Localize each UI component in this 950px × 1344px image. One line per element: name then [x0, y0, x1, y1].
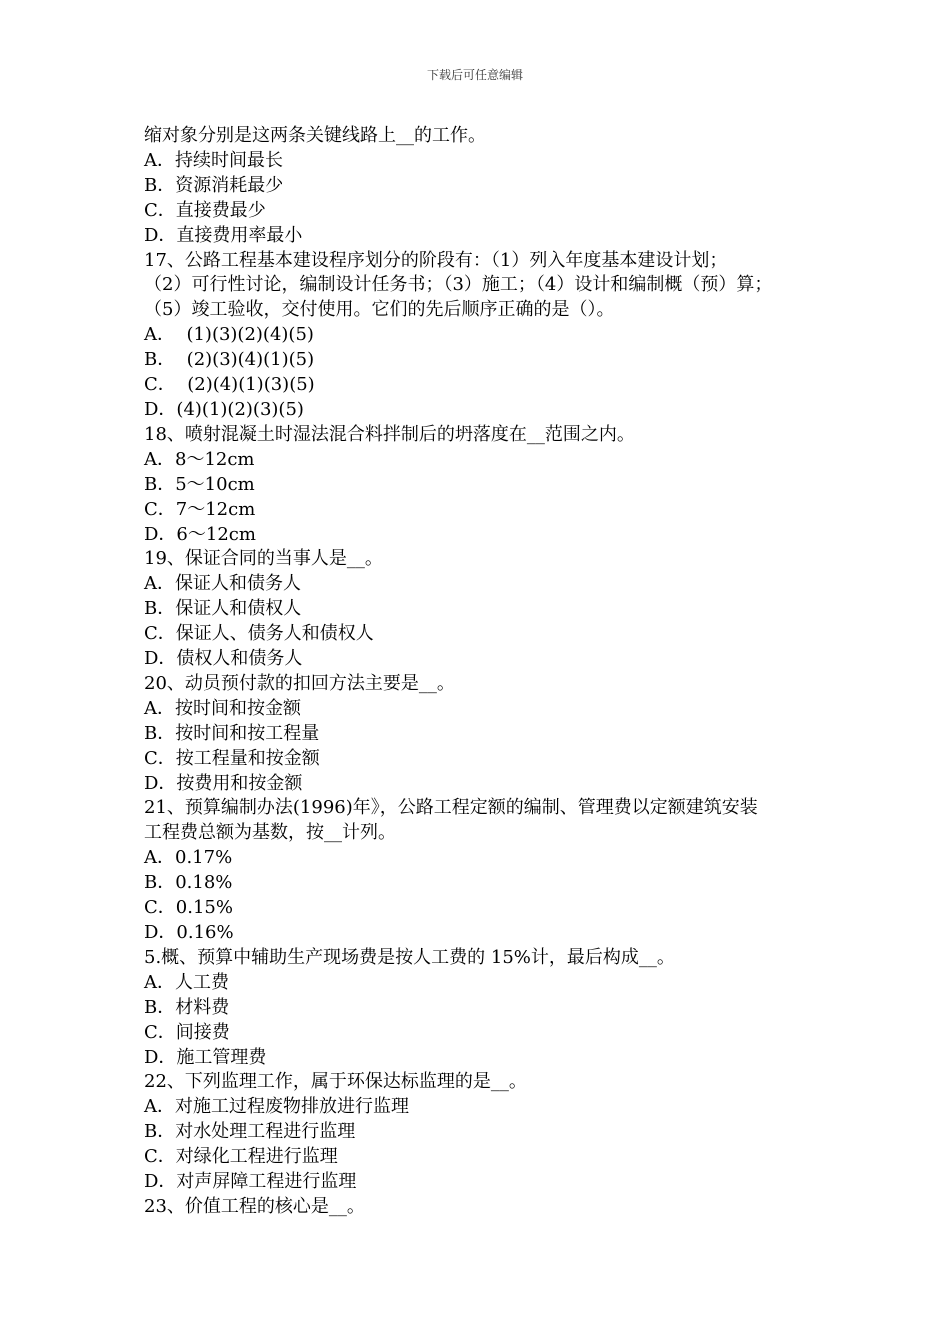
question-17: 17、公路工程基本建设程序划分的阶段有：（1）列入年度基本建设计划；: [144, 249, 728, 271]
answer-option: A．保证人和债务人: [144, 573, 301, 595]
answer-option: D．6～12cm: [144, 523, 256, 545]
answer-option: A．0.17%: [144, 847, 233, 869]
answer-option: C．0.15%: [144, 897, 233, 919]
answer-option: B．0.18%: [144, 872, 233, 894]
page-header: 下载后可任意编辑: [426, 68, 523, 82]
answer-option: D．施工管理费: [144, 1046, 267, 1068]
question-21-continued: 工程费总额为基数，按__计列。: [144, 822, 396, 844]
answer-option: A．持续时间最长: [144, 149, 283, 171]
answer-option: C． (2)(4)(1)(3)(5): [144, 374, 315, 396]
answer-option: A．对施工过程废物排放进行监理: [144, 1096, 409, 1118]
question-18: 18、喷射混凝土时湿法混合料拌制后的坍落度在__范围之内。: [144, 423, 635, 445]
answer-option: B． (2)(3)(4)(1)(5): [144, 349, 315, 371]
document-body: [144, 124, 824, 1220]
answer-option: C．直接费最少: [144, 199, 266, 221]
answer-option: D．对声屏障工程进行监理: [144, 1171, 357, 1193]
answer-option: D．直接费用率最小: [144, 224, 303, 246]
answer-option: A． (1)(3)(2)(4)(5): [144, 324, 314, 346]
question-17-continued: （5）竣工验收，交付使用。它们的先后顺序正确的是（）。: [144, 299, 615, 321]
answer-option: D．按费用和按金额: [144, 772, 303, 794]
question-23: 23、价值工程的核心是__。: [144, 1195, 365, 1217]
answer-option: C．按工程量和按金额: [144, 747, 320, 769]
answer-option: C．保证人、债务人和债权人: [144, 623, 374, 645]
answer-option: B．材料费: [144, 996, 230, 1018]
question-5: 5.概、预算中辅助生产现场费是按人工费的 15%计，最后构成__。: [144, 946, 675, 968]
answer-option: C．7～12cm: [144, 498, 256, 520]
answer-option: B．资源消耗最少: [144, 174, 284, 196]
answer-option: C．对绿化工程进行监理: [144, 1146, 338, 1168]
answer-option: B．对水处理工程进行监理: [144, 1121, 356, 1143]
answer-option: B．保证人和债权人: [144, 598, 302, 620]
answer-option: D．债权人和债务人: [144, 648, 303, 670]
question-20: 20、动员预付款的扣回方法主要是__。: [144, 672, 455, 694]
answer-option: A．按时间和按金额: [144, 697, 301, 719]
question-22: 22、下列监理工作，属于环保达标监理的是__。: [144, 1071, 527, 1093]
question-17-continued: （2）可行性讨论，编制设计任务书；（3）施工；（4）设计和编制概（预）算；: [144, 274, 773, 296]
answer-option: A．人工费: [144, 971, 229, 993]
answer-option: D．(4)(1)(2)(3)(5): [144, 398, 304, 420]
question-19: 19、保证合同的当事人是__。: [144, 548, 383, 570]
text-line: 缩对象分别是这两条关键线路上__的工作。: [144, 125, 486, 146]
answer-option: B．5～10cm: [144, 473, 255, 495]
question-21: 21、预算编制办法(1996)年》，公路工程定额的编制、管理费以定额建筑安装: [144, 797, 758, 819]
answer-option: C．间接费: [144, 1021, 230, 1043]
answer-option: D．0.16%: [144, 922, 234, 943]
answer-option: A．8～12cm: [144, 448, 255, 470]
answer-option: B．按时间和按工程量: [144, 722, 320, 744]
